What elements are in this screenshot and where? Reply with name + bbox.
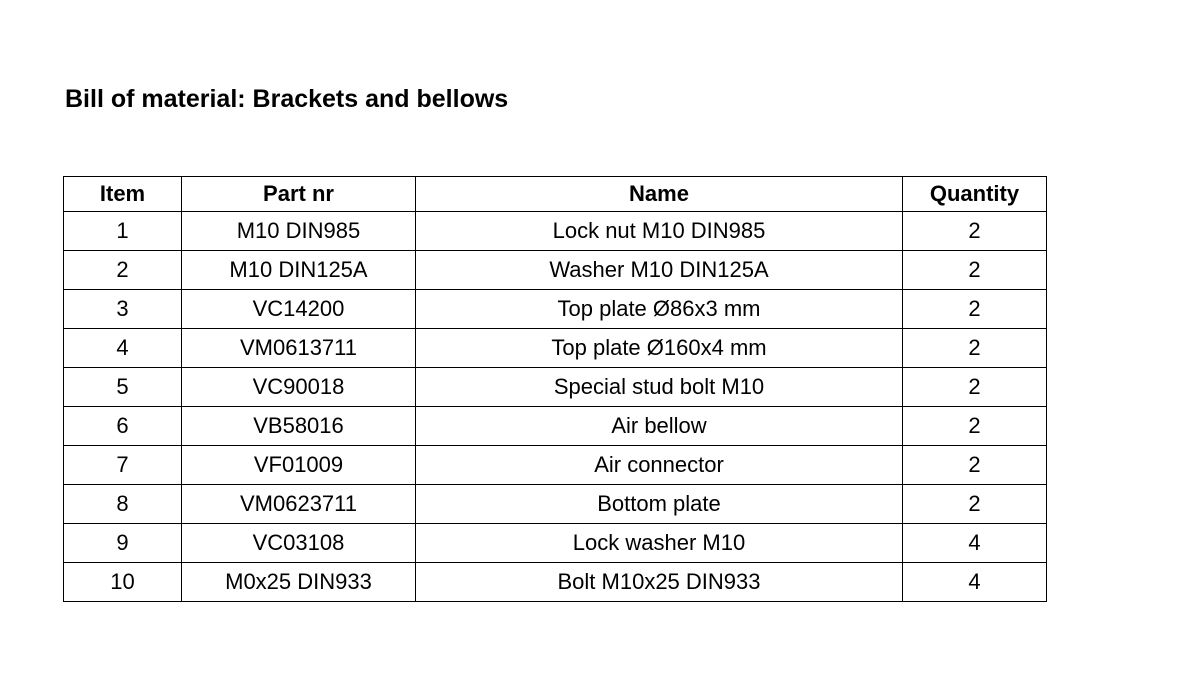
cell-item: 9 xyxy=(64,524,182,563)
document-title: Bill of material: Brackets and bellows xyxy=(65,85,509,113)
table-header xyxy=(64,177,1047,212)
table-row xyxy=(64,407,1047,446)
table-body xyxy=(64,212,1047,602)
header-quantity: Quantity xyxy=(903,177,1047,212)
cell-part-nr: VF01009 xyxy=(182,446,416,485)
cell-name: Air bellow xyxy=(416,407,903,446)
cell-quantity: 2 xyxy=(903,251,1047,290)
cell-part-nr: VC14200 xyxy=(182,290,416,329)
table-row xyxy=(64,524,1047,563)
header-row xyxy=(64,177,1047,212)
cell-item: 2 xyxy=(64,251,182,290)
cell-quantity: 4 xyxy=(903,563,1047,602)
cell-item: 6 xyxy=(64,407,182,446)
cell-name: Top plate Ø86x3 mm xyxy=(416,290,903,329)
cell-name: Air connector xyxy=(416,446,903,485)
cell-quantity: 2 xyxy=(903,446,1047,485)
cell-name: Top plate Ø160x4 mm xyxy=(416,329,903,368)
cell-item: 3 xyxy=(64,290,182,329)
header-name: Name xyxy=(416,177,903,212)
cell-name: Special stud bolt M10 xyxy=(416,368,903,407)
cell-item: 4 xyxy=(64,329,182,368)
cell-part-nr: M10 DIN125A xyxy=(182,251,416,290)
cell-item: 7 xyxy=(64,446,182,485)
table-row xyxy=(64,368,1047,407)
cell-part-nr: VC90018 xyxy=(182,368,416,407)
cell-part-nr: VC03108 xyxy=(182,524,416,563)
cell-item: 10 xyxy=(64,563,182,602)
cell-quantity: 2 xyxy=(903,368,1047,407)
cell-quantity: 2 xyxy=(903,407,1047,446)
cell-quantity: 2 xyxy=(903,485,1047,524)
cell-part-nr: VM0623711 xyxy=(182,485,416,524)
header-part-nr: Part nr xyxy=(182,177,416,212)
cell-quantity: 2 xyxy=(903,212,1047,251)
cell-name: Bolt M10x25 DIN933 xyxy=(416,563,903,602)
cell-quantity: 2 xyxy=(903,329,1047,368)
table-row xyxy=(64,290,1047,329)
header-item: Item xyxy=(64,177,182,212)
cell-item: 1 xyxy=(64,212,182,251)
cell-name: Bottom plate xyxy=(416,485,903,524)
cell-part-nr: M10 DIN985 xyxy=(182,212,416,251)
table-row xyxy=(64,485,1047,524)
cell-name: Lock washer M10 xyxy=(416,524,903,563)
cell-quantity: 4 xyxy=(903,524,1047,563)
cell-name: Lock nut M10 DIN985 xyxy=(416,212,903,251)
cell-part-nr: VB58016 xyxy=(182,407,416,446)
cell-part-nr: M0x25 DIN933 xyxy=(182,563,416,602)
table-row xyxy=(64,251,1047,290)
table-row xyxy=(64,446,1047,485)
cell-item: 8 xyxy=(64,485,182,524)
cell-item: 5 xyxy=(64,368,182,407)
table-row xyxy=(64,563,1047,602)
cell-part-nr: VM0613711 xyxy=(182,329,416,368)
table-row xyxy=(64,212,1047,251)
cell-quantity: 2 xyxy=(903,290,1047,329)
bill-of-material-table xyxy=(63,176,1047,602)
cell-name: Washer M10 DIN125A xyxy=(416,251,903,290)
table-row xyxy=(64,329,1047,368)
